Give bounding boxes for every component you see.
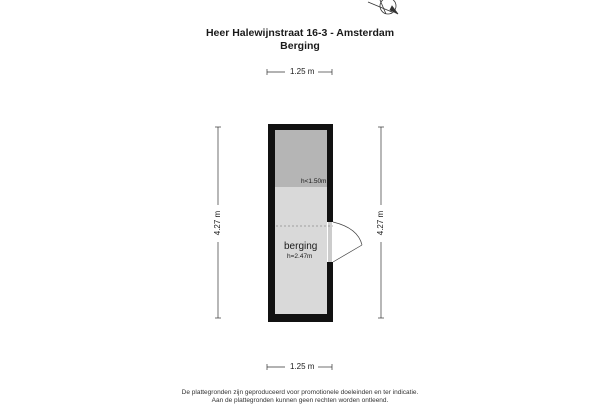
page-title: Heer Halewijnstraat 16-3 - Amsterdam [205, 27, 395, 39]
height-label-right: 4.27 m [376, 210, 385, 236]
low-ceiling-label: h<1.50m [301, 178, 327, 185]
door-swing [333, 222, 362, 262]
floor-title: Berging [280, 40, 320, 52]
height-label-left: 4.27 m [213, 210, 222, 236]
disclaimer-line-1: De plattegronden zijn geproduceerd voor promotionele doeleinden en ter indicatie. [181, 389, 419, 396]
disclaimer-line-2: Aan de plattegronden kunnen geen rechten worden ontleend. [211, 397, 389, 404]
width-label-bottom: 1.25 m [290, 362, 315, 371]
door-opening [327, 222, 333, 262]
room-name: berging [284, 241, 318, 252]
width-label-top: 1.25 m [290, 67, 315, 76]
room-height: h=2.47m [287, 253, 313, 260]
